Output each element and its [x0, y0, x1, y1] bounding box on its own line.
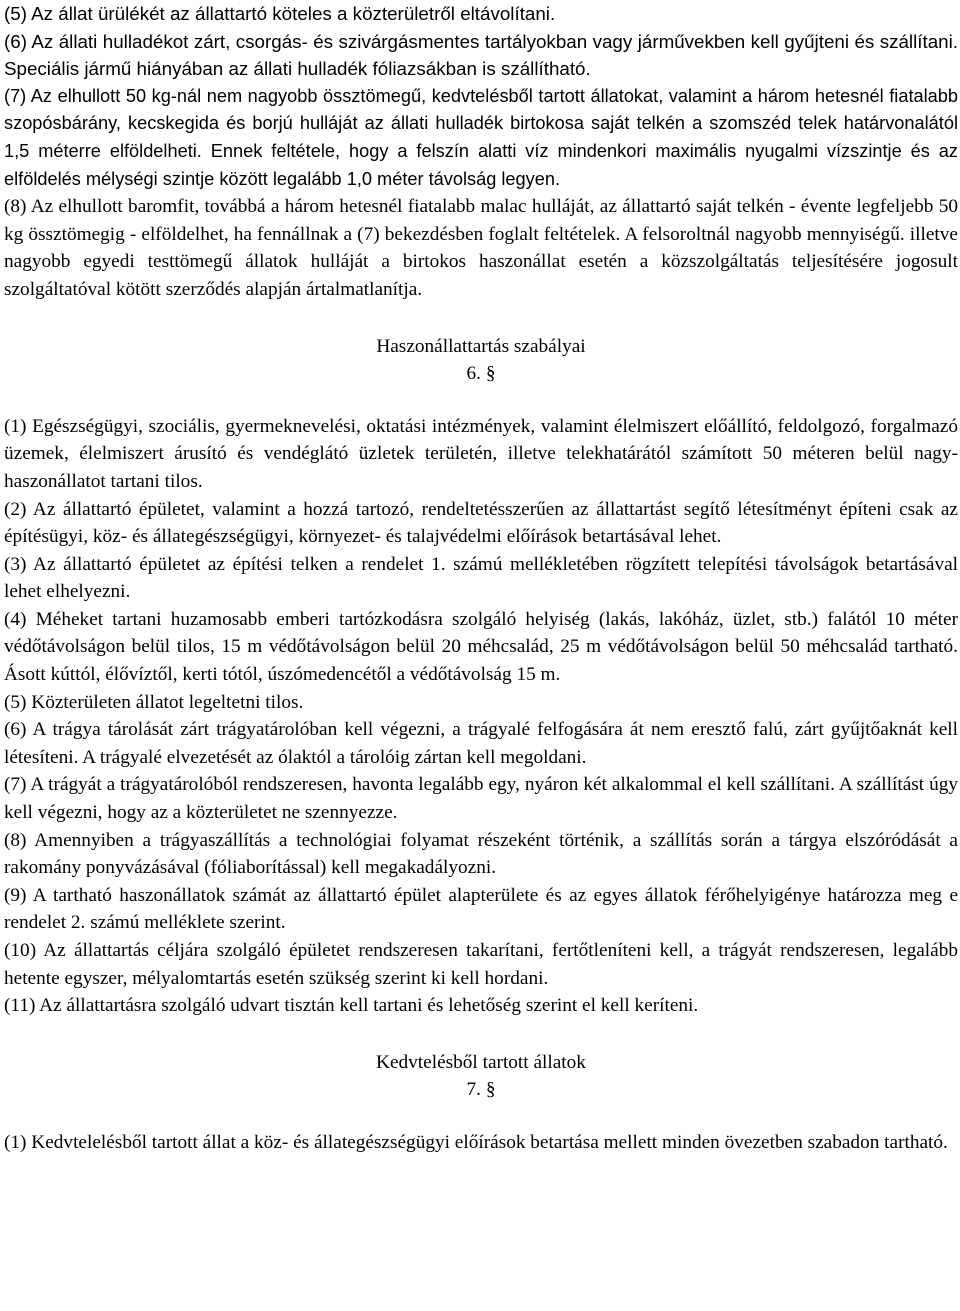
paragraph-5-8: (8) Az elhullott baromfit, továbbá a három hetesnél fiatalabb malac hulláját, az állattartó saját telkén - évente legfeljebb 50 kg össztömegig - elföldelhet, ha fennállnak a (7) bekezdésben foglalt feltételek. A felsoroltnál nagyobb mennyiségű. illetve nagyobb egyedi testtömegű állatok hulláját a birtokos haszonállat esetén a közszolgáltatás teljesítésére jogosult szolgáltatóval kötött szerződés alapján ártalmatlanítja.: [4, 196, 958, 300]
section-6-paragraph-3: (3) Az állattartó épületet az építési telken a rendelet 1. számú mellékletében rögzített telepítési távolságok betartásával lehet elhelyezni.: [4, 553, 958, 603]
section-6-paragraph-10: (10) Az állattartás céljára szolgáló épületet rendszeresen takarítani, fertőtleníteni kell, a trágyát rendszeresen, legalább hetente egyszer, mélyalomtartás esetén szükség szerint ki kell hordani.: [4, 940, 958, 989]
section-6-paragraph-7: (7) A trágyát a trágyatárolóból rendszeresen, havonta legalább egy, nyáron két alkalommal el kell szállítani. A szállítást úgy kell végezni, hogy az a közterületet ne szennyezze.: [4, 774, 958, 824]
paragraph-5-1: (5) Az állat ürülékét az állattartó köteles a közterületről eltávolítani.: [4, 3, 556, 24]
section-7-number: 7. §: [466, 1079, 496, 1101]
section-6-paragraph-4: (4) Méheket tartani huzamosabb emberi tartózkodásra szolgáló helyiség (lakás, lakóház, üzlet, stb.) falától 10 méter védőtávolságon belül tilos, 15 m védőtávolságon belül 20 méhcsalád, 25 m védőtávolságon belül 50 méhcsalád tartható. Ásott kúttól, élővíztől, kerti tótól, úszómedencétől a védőtávolság 15 m.: [4, 608, 958, 686]
paragraph-5-6: (6) Az állati hulladékot zárt, csorgás- és szivárgásmentes tartályokban vagy járművekben kell gyűjteni és szállítani. Speciális jármű hiányában az állati hulladék fóliazsákban is szállítható.: [4, 30, 958, 80]
document-body: [4, 0, 958, 1157]
section-6-paragraph-8: (8) Amennyiben a trágyaszállítás a technológiai folyamat részeként történik, a szállítás során a tárgya elszóródását a rakomány ponyvázásával (fóliaborítással) kell megakadályozni.: [4, 829, 958, 879]
section-6-paragraph-11: (11) Az állattartásra szolgáló udvart tisztán kell tartani és lehetőség szerint el kell keríteni.: [4, 995, 699, 1017]
section-7-title: Kedvtelésből tartott állatok: [376, 1051, 586, 1073]
section-6-paragraph-6: (6) A trágya tárolását zárt trágyatárolóban kell végezni, a trágyalé felfogására át nem eresztő falú, zárt gyűjtőaknát kell létesíteni. A trágyalé elvezetését az ólaktól a tárolóig zártan kell megoldani.: [4, 719, 958, 768]
section-6-number: 6. §: [466, 363, 496, 385]
section-6-title: Haszonállattartás szabályai: [376, 335, 586, 357]
paragraph-5-7: (7) Az elhullott 50 kg-nál nem nagyobb össztömegű, kedvtelésből tartott állatokat, valamint a három hetesnél fiatalabb szopósbárány, kecskegida és borjú hulláját az állati hulladék birtokosa saját telkén a szomszéd telek határvonalától 1,5 méterre elföldelheti. Ennek feltétele, hogy a felszín alatti víz mindenkori maximális nyugalmi vízszintje és az elföldelés mélységi szintje között legalább 1,0 méter távolság legyen.: [4, 85, 958, 189]
section-6-paragraph-5: (5) Közterületen állatot legeltetni tilos.: [4, 691, 304, 713]
section-6-paragraph-9: (9) A tartható haszonállatok számát az állattartó épület alapterülete és az egyes állatok férőhelyigénye határozza meg e rendelet 2. számú melléklete szerint.: [4, 884, 958, 934]
section-7-paragraph-1: (1) Kedvtelelésből tartott állat a köz- és állategészségügyi előírások betartása mellett minden övezetben szabadon tartható.: [4, 1131, 948, 1153]
section-6-paragraph-1: (1) Egészségügyi, szociális, gyermeknevelési, oktatási intézmények, valamint élelmiszert előállító, feldolgozó, forgalmazó üzemek, élelmiszert árusító és vendéglátó üzletek területén, illetve telekhatárától számított 50 méteren belül nagy-haszonállatot tartani tilos.: [4, 415, 958, 492]
section-6-paragraph-2: (2) Az állattartó épületet, valamint a hozzá tartozó, rendeltetésszerűen az állattartást segítő létesítményt építeni csak az építésügyi, köz- és állategészségügyi, környezet- és talajvédelmi előírások betartásával lehet.: [4, 498, 958, 548]
